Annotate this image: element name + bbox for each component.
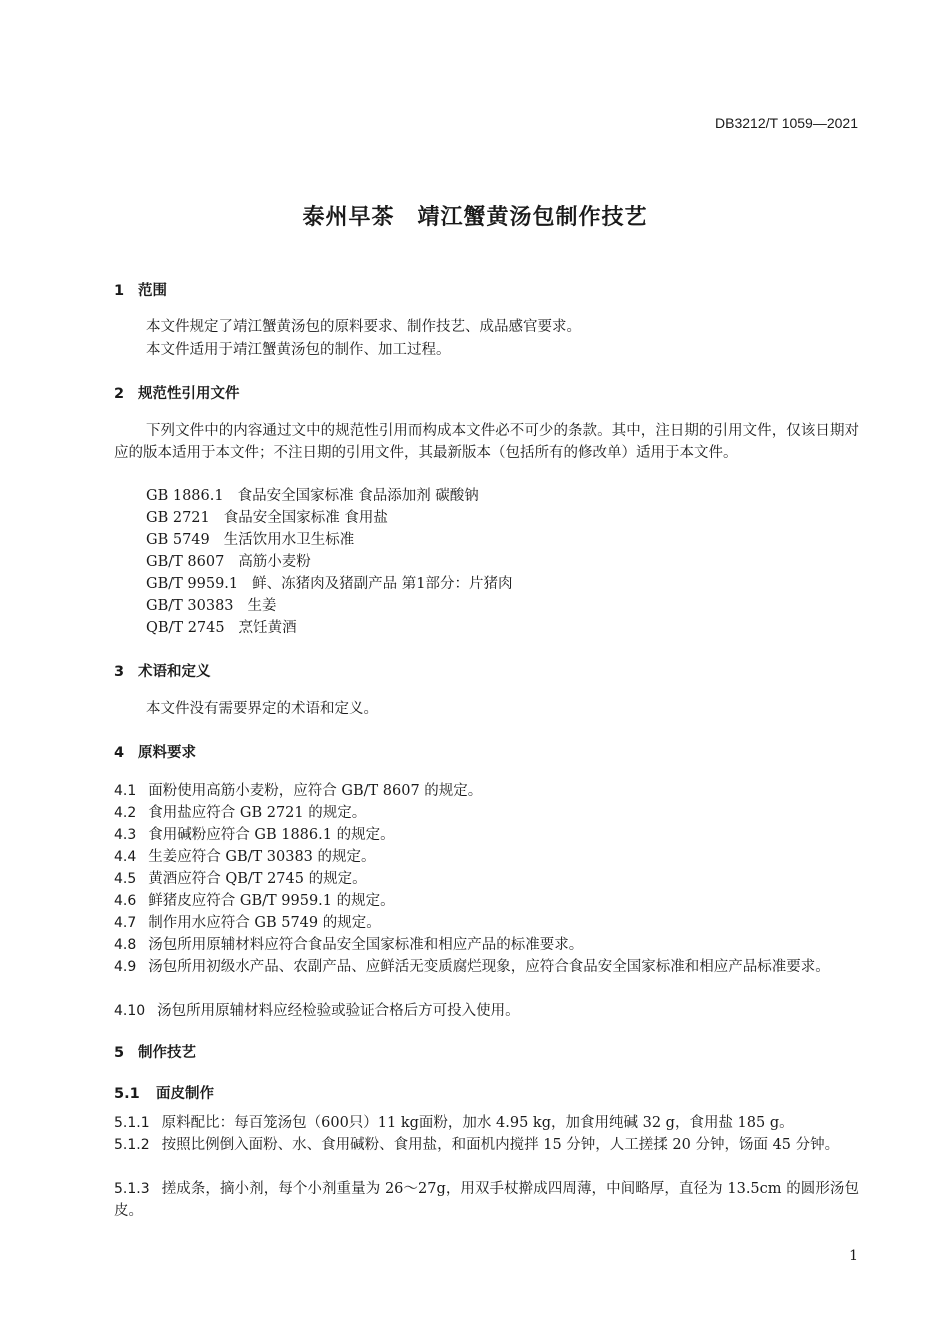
reference-item: GB 2721 食品安全国家标准 食用盐 (146, 510, 388, 526)
clause-item: 4.5 黄酒应符合 QB/T 2745 的规定。 (114, 871, 367, 887)
page-number: 1 (849, 1248, 858, 1264)
reference-item: GB/T 9959.1 鲜、冻猪肉及猪副产品 第1部分：片猪肉 (146, 576, 513, 592)
paragraph: 下列文件中的内容通过文中的规范性引用而构成本文件必不可少的条款。其中，注日期的引用文件，仅该日期对应的版本适用于本文件；不注日期的引用文件，其最新版本（包括所有的修改单）适用于本文件。 (114, 423, 859, 461)
reference-item: GB 5749 生活饮用水卫生标准 (146, 532, 355, 548)
section-heading: 5 制作技艺 (114, 1045, 196, 1061)
reference-item: GB/T 8607 高筋小麦粉 (146, 554, 311, 570)
clause-item: 5.1.3 搓成条，摘小剂，每个小剂重量为 26～27g，用双手杖擀成四周薄，中间略厚，直径为 13.5cm 的圆形汤包皮。 (114, 1181, 859, 1219)
clause-item: 4.6 鲜猪皮应符合 GB/T 9959.1 的规定。 (114, 893, 395, 909)
paragraph: 本文件适用于靖江蟹黄汤包的制作、加工过程。 (146, 342, 451, 358)
section-heading: 2 规范性引用文件 (114, 386, 240, 402)
standard-number: DB3212/T 1059—2021 (715, 115, 858, 131)
clause-item: 5.1.1 原料配比：每百笼汤包（600只）11 kg面粉，加水 4.95 kg，加食用纯碱 32 g，食用盐 185 g。 (114, 1115, 794, 1131)
clause-item: 4.9 汤包所用初级水产品、农副产品、应鲜活无变质腐烂现象，应符合食品安全国家标准和相应产品标准要求。 (114, 959, 830, 975)
reference-item: GB/T 30383 生姜 (146, 598, 277, 614)
clause-item: 5.1.2 按照比例倒入面粉、水、食用碱粉、食用盐，和面机内搅拌 15 分钟，人工搓揉 20 分钟，饧面 45 分钟。 (114, 1137, 840, 1153)
subsection-heading: 5.1 面皮制作 (114, 1086, 214, 1102)
clause-item: 4.4 生姜应符合 GB/T 30383 的规定。 (114, 849, 376, 865)
reference-item: QB/T 2745 烹饪黄酒 (146, 620, 297, 636)
section-heading: 4 原料要求 (114, 745, 196, 761)
clause-item: 4.3 食用碱粉应符合 GB 1886.1 的规定。 (114, 827, 395, 843)
reference-item: GB 1886.1 食品安全国家标准 食品添加剂 碳酸钠 (146, 488, 479, 504)
paragraph: 本文件没有需要界定的术语和定义。 (146, 701, 378, 717)
clause-item: 4.1 面粉使用高筋小麦粉，应符合 GB/T 8607 的规定。 (114, 783, 483, 799)
clause-item: 4.8 汤包所用原辅材料应符合食品安全国家标准和相应产品的标准要求。 (114, 937, 584, 953)
section-heading: 1 范围 (114, 283, 167, 299)
document-title: 泰州早茶 靖江蟹黄汤包制作技艺 (302, 205, 648, 230)
clause-item: 4.10 汤包所用原辅材料应经检验或验证合格后方可投入使用。 (114, 1003, 520, 1019)
clause-item: 4.7 制作用水应符合 GB 5749 的规定。 (114, 915, 381, 931)
section-heading: 3 术语和定义 (114, 664, 211, 680)
paragraph: 本文件规定了靖江蟹黄汤包的原料要求、制作技艺、成品感官要求。 (146, 319, 581, 335)
clause-item: 4.2 食用盐应符合 GB 2721 的规定。 (114, 805, 367, 821)
